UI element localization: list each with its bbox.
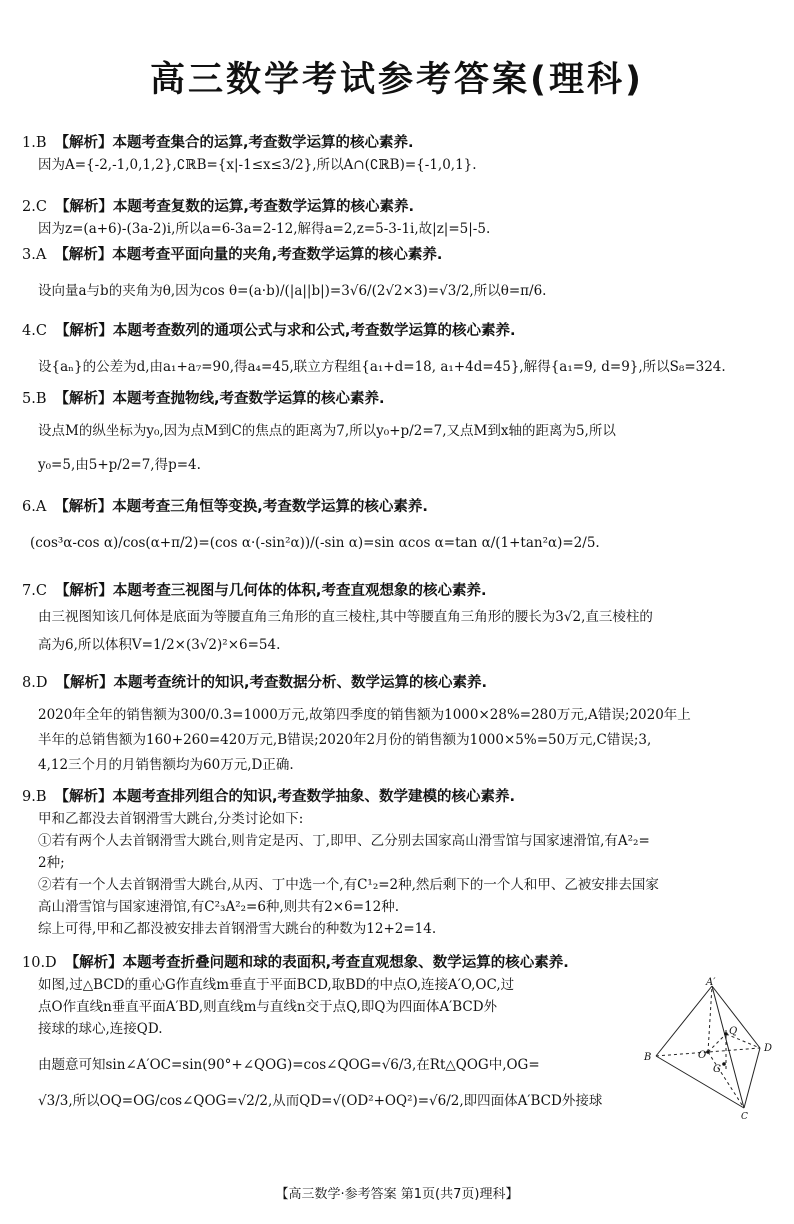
answer-number: 6.A <box>22 499 47 515</box>
answer-number: 5.B <box>22 391 47 407</box>
solution-line: 高为6,所以体积V=1/2×(3√2)²×6=54. <box>38 637 281 653</box>
solution-line: 由三视图知该几何体是底面为等腰直角三角形的直三棱柱,其中等腰直角三角形的腰长为3√2,直三棱柱的 <box>38 609 653 625</box>
solution-line: √3/3,所以OQ=OG/cos∠QOG=√2/2,从而QD=√(OD²+OQ²)=√6/2,即四面体A′BCD外接球 <box>38 1093 603 1109</box>
solution-line: 甲和乙都没去首钢滑雪大跳台,分类讨论如下: <box>38 811 304 827</box>
answer-item-8 <box>22 672 782 776</box>
answer-item-2 <box>22 196 782 240</box>
answer-number: 9.B <box>22 789 47 805</box>
analysis-title: 【解析】本题考查排列组合的知识,考查数学抽象、数学建模的核心素养. <box>54 789 516 805</box>
answer-number: 1.B <box>22 135 47 151</box>
answer-number: 7.C <box>22 583 47 599</box>
solution-line: 点O作直线n垂直平面A′BD,则直线m与直线n交于点Q,即Q为四面体A′BCD外 <box>38 999 498 1015</box>
answer-item-9 <box>22 786 782 940</box>
answer-item-4 <box>22 320 782 378</box>
answer-item-7 <box>22 580 782 656</box>
solution-line: ②若有一个人去首钢滑雪大跳台,从丙、丁中选一个,有C¹₂=2种,然后剩下的一个人和甲、乙被安排去国家 <box>38 877 659 893</box>
analysis-title: 【解析】本题考查复数的运算,考查数学运算的核心素养. <box>54 199 414 215</box>
answer-number: 4.C <box>22 323 47 339</box>
solution-line: ①若有两个人去首钢滑雪大跳台,则肯定是丙、丁,即甲、乙分别去国家高山滑雪馆与国家速滑馆,有A²₂= <box>38 833 650 849</box>
answer-heading <box>22 388 782 410</box>
tetrahedron-diagram <box>640 976 790 1122</box>
answer-number: 2.C <box>22 199 47 215</box>
vertex-label: C <box>741 1112 748 1122</box>
answer-number: 3.A <box>22 247 47 263</box>
solution-line: 4,12三个月的月销售额均为60万元,D正确. <box>38 757 294 773</box>
solution-line: 设向量a与b的夹角为θ,因为cos θ=(a·b)/(|a||b|)=3√6/(2√2×3)=√3/2,所以θ=π/6. <box>38 283 547 299</box>
solution-line: 综上可得,甲和乙都没被安排去首钢滑雪大跳台的种数为12+2=14. <box>38 921 437 937</box>
answer-item-3 <box>22 244 782 302</box>
answer-heading <box>22 196 782 218</box>
answer-item-1 <box>22 132 782 176</box>
solution-line: 因为A={-2,-1,0,1,2},∁ℝB={x|-1≤x≤3/2},所以A∩(∁ℝB)={-1,0,1}. <box>38 157 477 173</box>
analysis-title: 【解析】本题考查平面向量的夹角,考查数学运算的核心素养. <box>54 247 443 263</box>
vertex-label: B <box>644 1052 652 1063</box>
analysis-title: 【解析】本题考查三视图与几何体的体积,考查直观想象的核心素养. <box>54 583 487 599</box>
solution-line: 如图,过△BCD的重心G作直线m垂直于平面BCD,取BD的中点O,连接A′O,OC,过 <box>38 977 515 993</box>
solution-line: 设{aₙ}的公差为d,由a₁+a₇=90,得a₄=45,联立方程组{a₁+d=18, a₁+4d=45},解得{a₁=9, d=9},所以S₈=324. <box>38 359 726 375</box>
answer-heading <box>22 786 782 808</box>
vertex-label: O <box>698 1050 707 1061</box>
answer-heading <box>22 580 782 602</box>
analysis-title: 【解析】本题考查集合的运算,考查数学运算的核心素养. <box>54 135 414 151</box>
answer-heading <box>22 244 782 266</box>
analysis-title: 【解析】本题考查三角恒等变换,考查数学运算的核心素养. <box>54 499 428 515</box>
answer-item-5 <box>22 388 782 476</box>
solution-line: 接球的球心,连接QD. <box>38 1021 163 1037</box>
analysis-title: 【解析】本题考查数列的通项公式与求和公式,考查数学运算的核心素养. <box>54 323 516 339</box>
vertex-label: D <box>764 1043 773 1054</box>
solution-line: 因为z=(a+6)-(3a-2)i,所以a=6-3a=2-12,解得a=2,z=5-3-1i,故|z|=5|-5. <box>38 221 491 237</box>
answer-number: 8.D <box>22 675 48 691</box>
solution-line: (cos³α-cos α)/cos(α+π/2)=(cos α·(-sin²α))/(-sin α)=sin αcos α=tan α/(1+tan²α)=2/5. <box>30 535 600 551</box>
analysis-title: 【解析】本题考查折叠问题和球的表面积,考查直观想象、数学运算的核心素养. <box>64 955 569 971</box>
answer-heading <box>22 320 782 342</box>
vertex-label: Q <box>729 1026 738 1037</box>
analysis-title: 【解析】本题考查抛物线,考查数学运算的核心素养. <box>54 391 385 407</box>
answer-heading <box>22 132 782 154</box>
answer-heading <box>22 496 782 518</box>
solution-line: 高山滑雪馆与国家速滑馆,有C²₃A²₂=6种,则共有2×6=12种. <box>38 899 399 915</box>
answer-number: 10.D <box>22 955 57 971</box>
solution-line: 2020年全年的销售额为300/0.3=1000万元,故第四季度的销售额为1000×28%=280万元,A错误;2020年上 <box>38 707 691 723</box>
vertex-label: G <box>713 1064 721 1075</box>
solution-line: 设点M的纵坐标为y₀,因为点M到C的焦点的距离为7,所以y₀+p/2=7,又点M到x轴的距离为5,所以 <box>38 423 616 439</box>
analysis-title: 【解析】本题考查统计的知识,考查数据分析、数学运算的核心素养. <box>55 675 487 691</box>
solution-line: 由题意可知sin∠A′OC=sin(90°+∠QOG)=cos∠QOG=√6/3,在Rt△QOG中,OG= <box>38 1057 540 1073</box>
solution-line: 半年的总销售额为160+260=420万元,B错误;2020年2月份的销售额为1000×5%=50万元,C错误;3, <box>38 732 652 748</box>
page-title: 高三数学考试参考答案(理科) <box>150 60 644 100</box>
solution-line: y₀=5,由5+p/2=7,得p=4. <box>38 457 201 473</box>
answer-heading <box>22 672 782 694</box>
answer-heading <box>22 952 782 974</box>
solution-line: 2种; <box>38 855 65 871</box>
vertex-label: A′ <box>706 977 716 988</box>
page-footer: 【高三数学·参考答案 第1页(共7页)理科】 <box>275 1187 519 1202</box>
answer-item-6 <box>22 496 782 554</box>
